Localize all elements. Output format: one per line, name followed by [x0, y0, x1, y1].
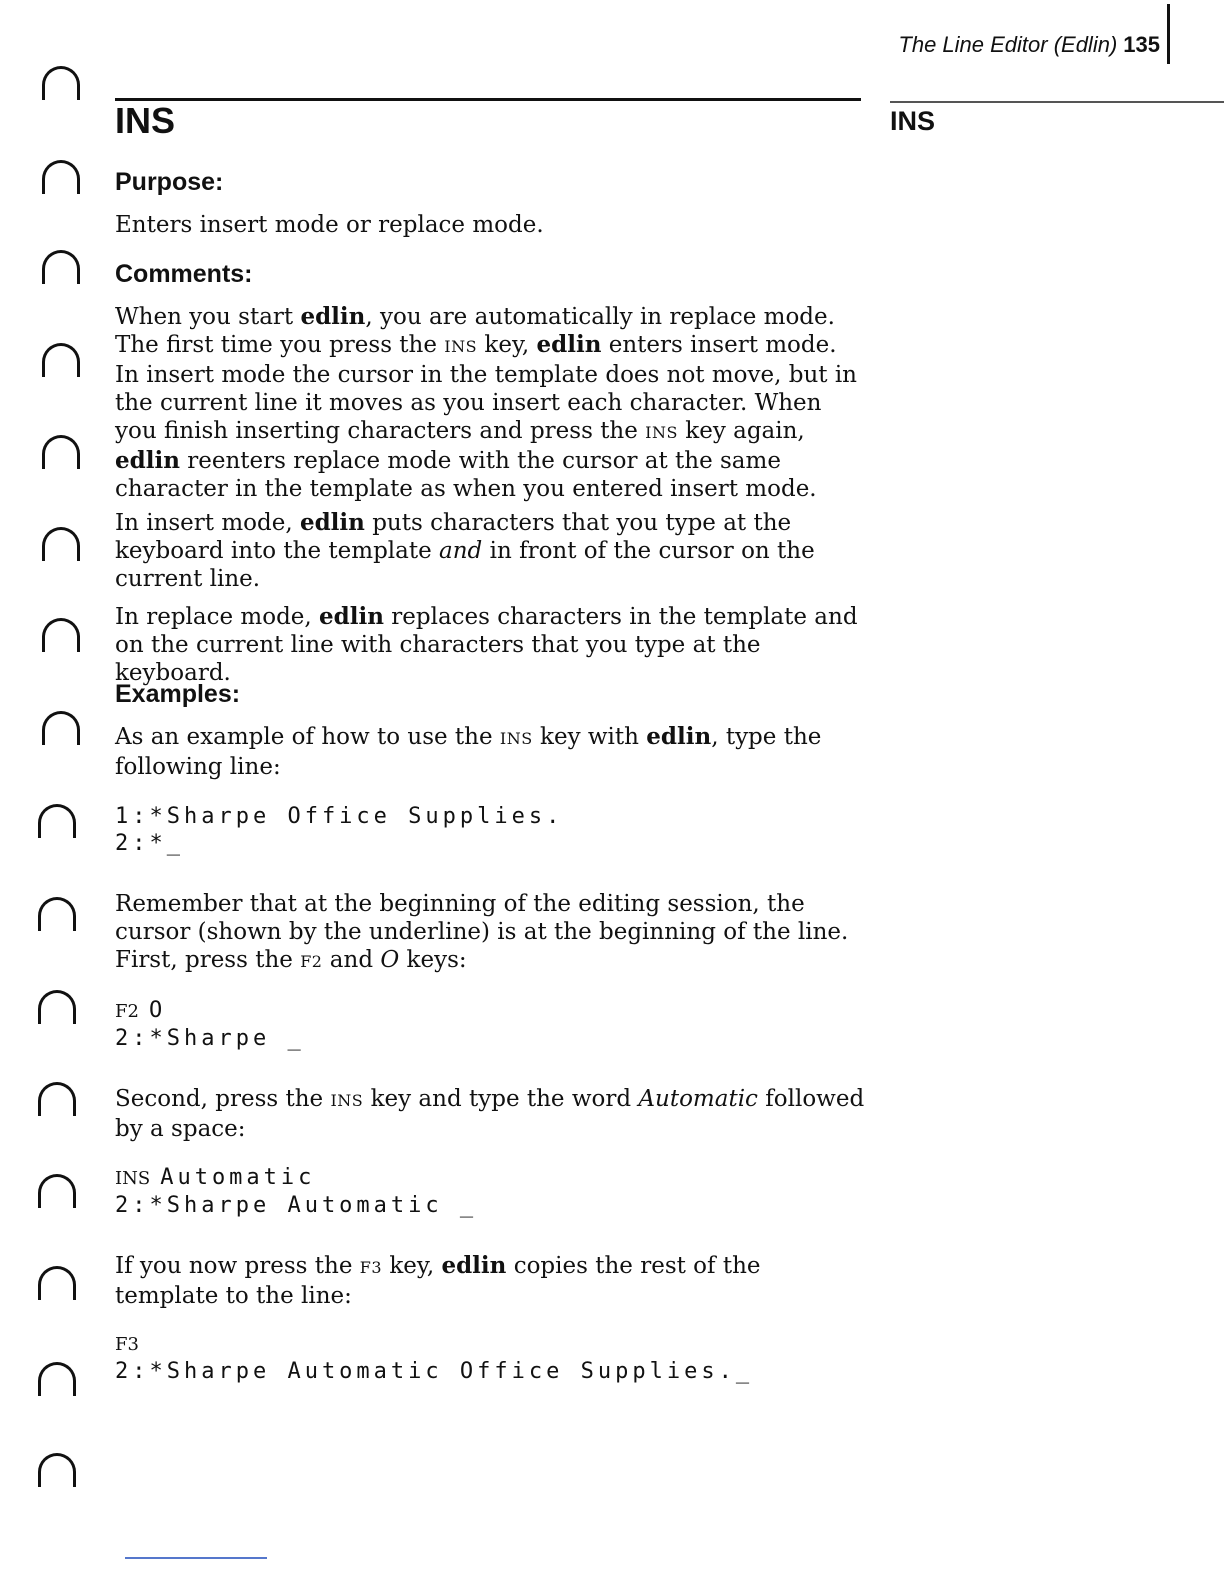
key-name: INS	[444, 337, 478, 356]
comments-paragraph-1: When you start edlin, you are automatically in replace mode. The first time you press the INS key, edlin enters insert mode. In insert mode the cursor in the template does not move, but in the current line it moves as you insert each character. When you finish inserting characters and press the INS key again, edlin reenters replace mode with the cursor at the same character in the template as when you entered insert mode.	[115, 303, 857, 502]
section-title: INS	[115, 100, 176, 141]
binder-hole	[42, 343, 80, 377]
command-name: edlin	[536, 331, 602, 358]
key-name: F2	[115, 1001, 139, 1022]
emphasis: Automatic	[638, 1086, 758, 1112]
example-paragraph-2: Remember that at the beginning of the editing session, the cursor (shown by the underline) is at the beginning of the line. First, press the F2 and O keys:	[115, 891, 849, 973]
command-name: edlin	[115, 447, 180, 474]
binder-hole	[38, 1453, 76, 1487]
key-name: F2	[300, 952, 323, 971]
side-tab-label: INS	[890, 106, 936, 136]
example-paragraph-3: Second, press the INS key and type the word Automatic followed by a space:	[115, 1086, 865, 1142]
binder-hole	[38, 1082, 76, 1116]
command-name: edlin	[299, 509, 365, 536]
binder-hole	[42, 250, 80, 284]
header-bar	[1167, 4, 1170, 64]
purpose-text: Enters insert mode or replace mode.	[115, 212, 544, 238]
code-block-4	[115, 1330, 753, 1385]
title-rule	[115, 98, 861, 101]
binder-hole	[38, 990, 76, 1024]
typed-text: Automatic	[160, 1165, 316, 1190]
code-block-2	[115, 997, 305, 1052]
typed-text: O	[148, 998, 167, 1023]
binder-hole	[42, 435, 80, 469]
running-header	[898, 30, 1160, 60]
key-name: INS	[645, 423, 678, 442]
code-line: 2:*Sharpe _	[115, 1026, 305, 1051]
binder-hole	[38, 897, 76, 931]
key-name: F3	[115, 1334, 139, 1355]
command-name: edlin	[319, 603, 384, 630]
comments-heading: Comments:	[115, 260, 253, 288]
code-line: 2:*_	[115, 831, 184, 856]
comments-paragraph-2: In insert mode, edlin puts characters that you type at the keyboard into the template and in front of the cursor on the current line.	[115, 509, 815, 592]
binder-hole	[38, 1362, 76, 1396]
binder-hole	[42, 160, 80, 194]
binder-hole	[42, 527, 80, 561]
running-title: The Line Editor (Edlin)	[898, 32, 1118, 57]
emphasis: O	[380, 947, 400, 973]
comments-paragraph-3: In replace mode, edlin replaces characters in the template and on the current line with characters that you type at the keyboard.	[115, 603, 858, 686]
scan-artifact-line	[125, 1557, 267, 1559]
command-name: edlin	[300, 303, 366, 330]
code-line: 2:*Sharpe Automatic _	[115, 1193, 478, 1218]
binder-hole	[42, 711, 80, 745]
example-paragraph-4: If you now press the F3 key, edlin copies the rest of the template to the line:	[115, 1252, 761, 1309]
binder-hole	[38, 1266, 76, 1300]
binder-hole	[42, 618, 80, 652]
key-name: INS	[499, 729, 533, 748]
side-rule	[890, 101, 1224, 103]
examples-heading: Examples:	[115, 680, 241, 708]
purpose-heading: Purpose:	[115, 168, 224, 196]
code-block-3	[115, 1164, 477, 1219]
binder-hole	[42, 66, 80, 100]
command-name: edlin	[646, 723, 712, 750]
key-name: F3	[359, 1258, 383, 1277]
page-number: 135	[1123, 32, 1160, 57]
command-name: edlin	[441, 1252, 507, 1279]
code-line: 2:*Sharpe Automatic Office Supplies._	[115, 1359, 754, 1384]
binder-hole	[38, 804, 76, 838]
emphasis: and	[439, 538, 483, 564]
key-name: INS	[330, 1091, 364, 1110]
binder-hole	[38, 1174, 76, 1208]
key-name: INS	[115, 1168, 151, 1189]
code-block-1	[115, 803, 563, 857]
code-line: 1:*Sharpe Office Supplies.	[115, 804, 564, 829]
example-paragraph-1: As an example of how to use the INS key with edlin, type the following line:	[115, 723, 822, 780]
